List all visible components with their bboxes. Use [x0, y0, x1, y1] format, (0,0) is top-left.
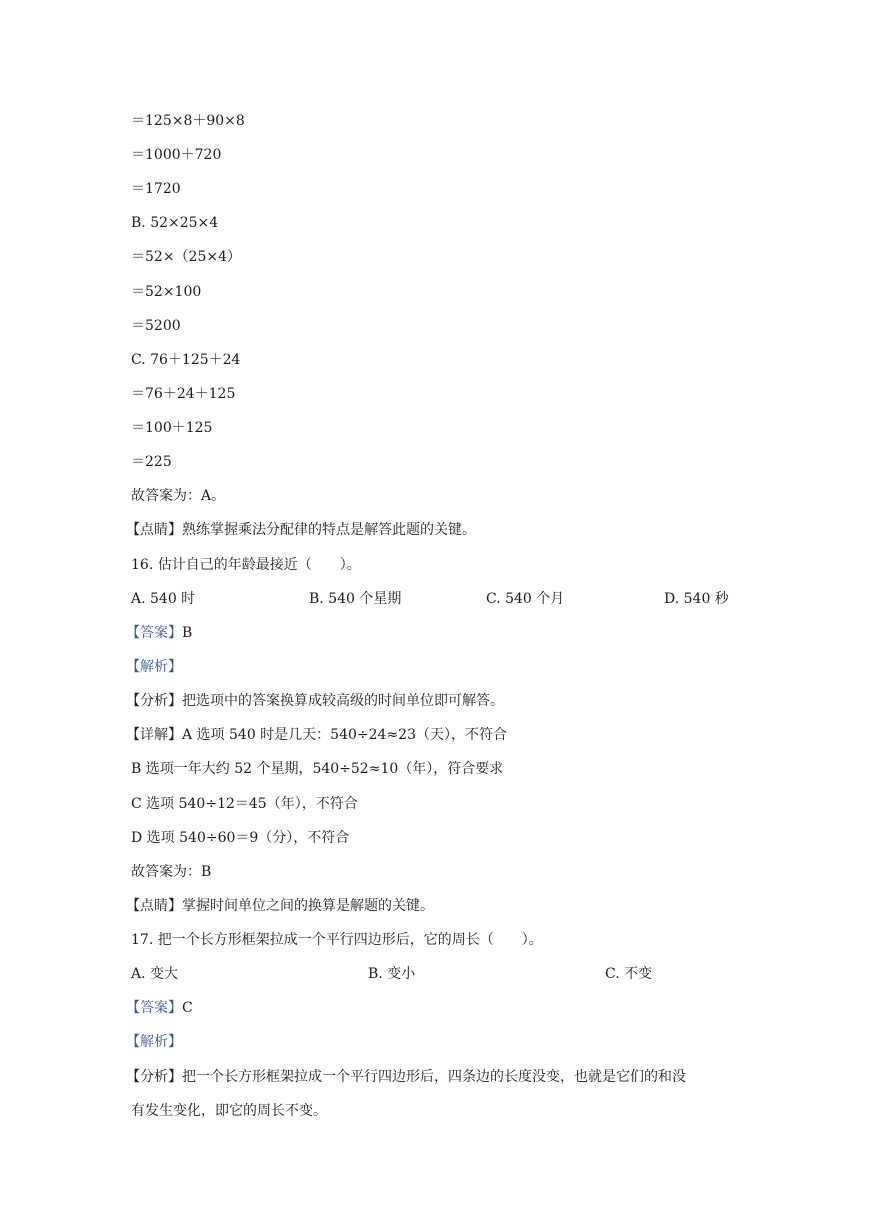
q16-conclusion: 故答案为：B [131, 864, 212, 880]
calc-c-expression: C. 76＋125＋24 [131, 352, 241, 368]
calc-b-line-2: ＝52×100 [131, 284, 202, 300]
calc-b-line-1: ＝52×（25×4） [131, 249, 241, 265]
question-16-stem: 16. 估计自己的年龄最接近（ ）。 [131, 557, 361, 573]
calc-a-line-2: ＝1000＋720 [131, 147, 222, 163]
calc-conclusion: 故答案为：A。 [131, 488, 226, 504]
calc-b-line-3: ＝5200 [131, 318, 181, 334]
q17-answer [126, 998, 193, 1018]
q16-fenxi-text: 把选项中的答案换算成较高级的时间单位即可解答。 [182, 693, 504, 709]
calc-a-line-1: ＝125×8＋90×8 [131, 113, 245, 129]
q16-option-a: A. 540 时 [131, 591, 196, 607]
tip-15 [126, 520, 476, 540]
q16-tip [126, 896, 434, 916]
q16-answer-tag: 【答案】 [126, 625, 182, 641]
q17-fenxi-line-2: 有发生变化，即它的周长不变。 [131, 1103, 327, 1119]
q16-fenxi-tag: 【分析】 [126, 693, 182, 709]
q16-xiangjie-line-3: C 选项 540÷12＝45（年），不符合 [131, 796, 358, 812]
q16-xiangjie-tag: 【详解】 [126, 727, 182, 743]
q16-answer [126, 623, 192, 643]
question-17-stem: 17. 把一个长方形框架拉成一个平行四边形后，它的周长（ ）。 [131, 932, 543, 948]
q16-option-b: B. 540 个星期 [309, 591, 402, 607]
q16-tip-text: 掌握时间单位之间的换算是解题的关键。 [182, 898, 434, 914]
q16-tip-tag: 【点睛】 [126, 898, 182, 914]
q16-option-d: D. 540 秒 [664, 591, 729, 607]
q16-xiangjie-line-2: B 选项一年大约 52 个星期，540÷52≈10（年），符合要求 [131, 761, 504, 777]
q17-fenxi [126, 1067, 686, 1087]
tip-15-text: 熟练掌握乘法分配律的特点是解答此题的关键。 [182, 522, 476, 538]
q17-analysis-tag: 【解析】 [126, 1034, 182, 1050]
calc-b-expression: B. 52×25×4 [131, 215, 219, 231]
calc-c-line-3: ＝225 [131, 454, 172, 470]
q17-option-b: B. 变小 [368, 966, 416, 982]
q17-option-a: A. 变大 [131, 966, 179, 982]
calc-a-line-3: ＝1720 [131, 181, 181, 197]
q17-option-c: C. 不变 [605, 966, 653, 982]
q17-answer-value: C [182, 1000, 193, 1016]
q17-fenxi-line-1: 把一个长方形框架拉成一个平行四边形后，四条边的长度没变，也就是它们的和没 [182, 1069, 686, 1085]
tip-15-tag: 【点睛】 [126, 522, 182, 538]
q17-fenxi-tag: 【分析】 [126, 1069, 182, 1085]
q16-xiangjie-line-1: A 选项 540 时是几天：540÷24≈23（天），不符合 [182, 727, 507, 743]
q16-analysis-tag: 【解析】 [126, 659, 182, 675]
calc-c-line-1: ＝76＋24＋125 [131, 386, 236, 402]
q16-xiangjie-line-4: D 选项 540÷60＝9（分），不符合 [131, 830, 350, 846]
calc-c-line-2: ＝100＋125 [131, 420, 213, 436]
q16-option-c: C. 540 个月 [486, 591, 565, 607]
q16-answer-value: B [182, 625, 193, 641]
q16-fenxi [126, 691, 504, 711]
q17-answer-tag: 【答案】 [126, 1000, 182, 1016]
q16-xiangjie [126, 725, 507, 745]
